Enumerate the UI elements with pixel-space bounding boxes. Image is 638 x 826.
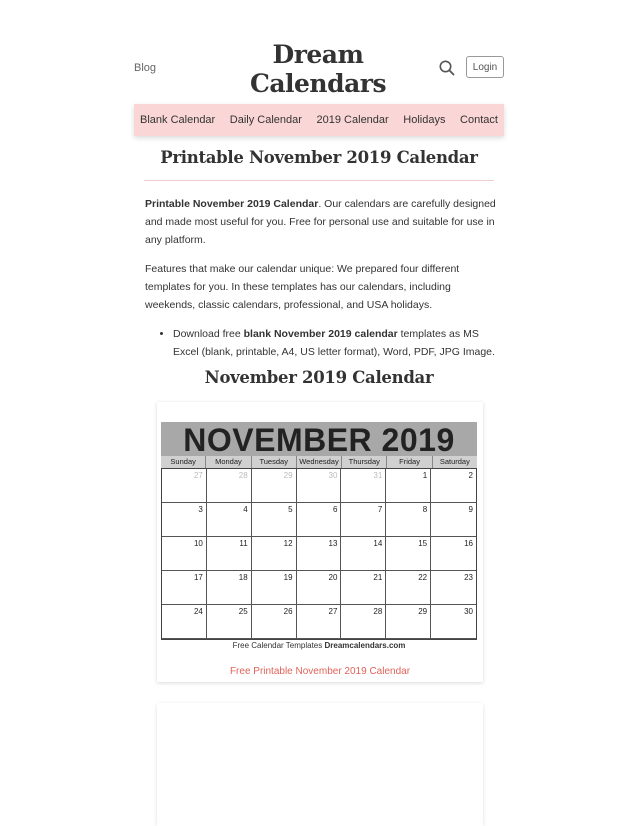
main-nav [134, 104, 504, 136]
calendar-day-cell: 8 [386, 503, 431, 537]
logo-line-1: Dream [272, 40, 364, 69]
calendar-day-cell: 12 [252, 537, 297, 571]
calendar-day-cell: 16 [431, 537, 476, 571]
calendar-day-cell: 19 [252, 571, 297, 605]
intro-paragraph [145, 195, 497, 249]
intro-text: . Our calendars are carefully designed and made most useful for you. Free for personal use and suitable for use in any platform. [145, 198, 496, 246]
weekday-saturday: Saturday [439, 457, 470, 466]
calendar-day-cell: 27 [297, 605, 342, 639]
intro-bold: Printable November 2019 Calendar [145, 198, 319, 210]
weekday-thursday: Thursday [342, 456, 387, 468]
image-caption-link[interactable]: Free Printable November 2019 Calendar [229, 666, 411, 677]
page-title: Printable November 2019 Calendar [160, 148, 478, 167]
calendar-day-cell: 15 [386, 537, 431, 571]
calendar-weekday-header [161, 456, 477, 468]
calendar-day-cell: 23 [431, 571, 476, 605]
calendar-day-cell: 30 [297, 469, 342, 503]
nav-holidays[interactable]: Holidays [403, 114, 446, 126]
site-header [0, 0, 638, 100]
calendar-day-cell: 27 [162, 469, 207, 503]
list-item [173, 325, 497, 361]
logo-line-2: Calendars [249, 69, 387, 98]
calendar-day-cell: 31 [341, 469, 386, 503]
features-paragraph: Features that make our calendar unique: We prepared four different templates for you. In these templates has our calendars, including weekends, classic calendars, professional, and USA holidays. [145, 263, 460, 311]
weekday-sunday: Sunday [161, 456, 206, 468]
calendar-day-cell: 1 [386, 469, 431, 503]
bullet-bold: blank November 2019 calendar [243, 328, 398, 340]
calendar-footer [161, 641, 477, 650]
calendar-day-cell: 29 [386, 605, 431, 639]
weekday-friday: Friday [387, 456, 432, 468]
weekday-wednesday: Wednesday [297, 456, 342, 468]
calendar-day-cell: 5 [252, 503, 297, 537]
calendar-image[interactable] [161, 422, 477, 650]
calendar-day-cell: 2 [431, 469, 476, 503]
calendar-day-cell: 30 [431, 605, 476, 639]
calendar-day-cell: 3 [162, 503, 207, 537]
download-list [145, 325, 497, 361]
calendar-day-cell: 4 [207, 503, 252, 537]
calendar-day-cell: 26 [252, 605, 297, 639]
calendar-day-cell: 28 [341, 605, 386, 639]
title-divider [144, 180, 494, 181]
section-title: November 2019 Calendar [204, 368, 434, 387]
calendar-day-cell: 10 [162, 537, 207, 571]
calendar-day-cell: 28 [207, 469, 252, 503]
bullet-post: templates as MS Excel (blank, printable, A4, US letter format), Word, PDF, JPG Image. [173, 328, 495, 358]
calendar-day-cell: 11 [207, 537, 252, 571]
calendar-day-cell: 6 [297, 503, 342, 537]
calendar-day-cell: 24 [162, 605, 207, 639]
next-image-card [157, 703, 483, 826]
calendar-title: NOVEMBER 2019 [161, 422, 477, 456]
calendar-day-cell: 20 [297, 571, 342, 605]
calendar-day-cell: 9 [431, 503, 476, 537]
calendar-grid [161, 468, 477, 640]
footer-site: Dreamcalendars.com [324, 641, 406, 650]
calendar-day-cell: 13 [297, 537, 342, 571]
nav-2019-calendar[interactable]: 2019 Calendar [316, 114, 389, 126]
calendar-day-cell: 14 [341, 537, 386, 571]
bullet-pre: Download free [173, 328, 244, 340]
calendar-day-cell: 21 [341, 571, 386, 605]
login-button[interactable]: Login [466, 56, 504, 78]
calendar-day-cell: 17 [162, 571, 207, 605]
weekday-monday: Monday [206, 456, 251, 468]
blog-link[interactable]: Blog [134, 62, 157, 74]
nav-contact[interactable]: Contact [460, 114, 498, 126]
nav-blank-calendar[interactable]: Blank Calendar [140, 114, 216, 126]
nav-daily-calendar[interactable]: Daily Calendar [229, 114, 302, 126]
footer-pre: Free Calendar Templates [232, 641, 325, 650]
calendar-day-cell: 7 [341, 503, 386, 537]
calendar-day-cell: 18 [207, 571, 252, 605]
search-icon[interactable] [438, 59, 456, 77]
calendar-day-cell: 29 [252, 469, 297, 503]
calendar-day-cell: 22 [386, 571, 431, 605]
article-body [145, 195, 497, 361]
site-logo[interactable] [240, 40, 396, 98]
calendar-day-cell: 25 [207, 605, 252, 639]
weekday-tuesday: Tuesday [252, 456, 297, 468]
